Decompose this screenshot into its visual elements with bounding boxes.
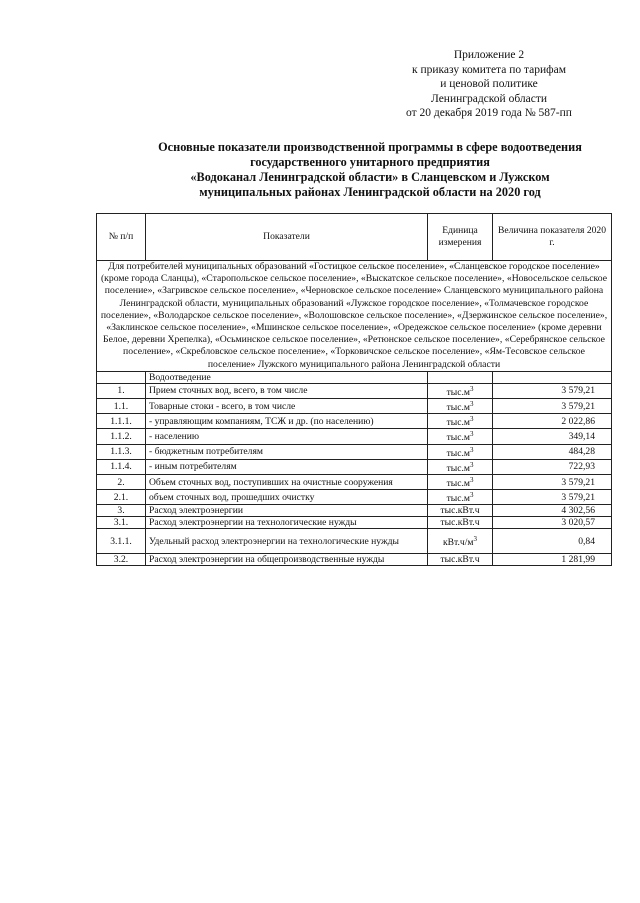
row-number: 2.1. (97, 490, 146, 505)
row-indicator: - управляющим компаниям, ТСЖ и др. (по населению) (146, 414, 428, 429)
unit-text: тыс.кВт.ч (440, 505, 480, 517)
row-value: 3 020,57 (493, 517, 612, 529)
section-unit-cell (428, 371, 493, 383)
row-number: 1.1.4. (97, 459, 146, 474)
unit-text: тыс.кВт.ч (440, 554, 480, 566)
appendix-line: Ленинградской области (430, 92, 548, 105)
row-unit (428, 529, 493, 554)
row-number: 1.1.1. (97, 414, 146, 429)
row-value: 349,14 (493, 429, 612, 444)
row-value: 2 022,86 (493, 414, 612, 429)
table-row (97, 429, 612, 444)
header-unit: Единица измерения (428, 214, 493, 261)
row-number: 3.1.1. (97, 529, 146, 554)
table-row (97, 399, 612, 414)
row-indicator: Расход электроэнергии на технологические нужды (146, 517, 428, 529)
row-number: 3. (97, 505, 146, 517)
unit-exponent: 3 (469, 384, 474, 393)
unit-exponent: 3 (469, 445, 474, 454)
table-row (97, 505, 612, 517)
unit-text: тыс.м (446, 447, 470, 459)
unit-text: тыс.кВт.ч (440, 517, 480, 529)
row-value: 484,28 (493, 444, 612, 459)
table-row (97, 490, 612, 505)
document-title (110, 140, 630, 200)
row-unit (428, 505, 493, 517)
row-indicator: Расход электроэнергии на общепроизводственные нужды (146, 554, 428, 566)
unit-text: тыс.м (446, 417, 470, 429)
row-number: 1.1.2. (97, 429, 146, 444)
title-line: Основные показатели производственной программы в сфере водоотведения (158, 140, 582, 154)
row-value: 4 302,56 (493, 505, 612, 517)
table-row (97, 517, 612, 529)
row-number: 3.2. (97, 554, 146, 566)
row-unit (428, 490, 493, 505)
row-value: 0,84 (493, 529, 612, 554)
row-value: 3 579,21 (493, 490, 612, 505)
table-row (97, 459, 612, 474)
section-value-cell (493, 371, 612, 383)
appendix-line: к приказу комитета по тарифам (412, 63, 566, 76)
indicators-table (96, 213, 612, 566)
unit-text: тыс.м (446, 462, 470, 474)
row-indicator: - иным потребителям (146, 459, 428, 474)
table-row (97, 383, 612, 398)
row-indicator: Удельный расход электроэнергии на технологические нужды (146, 529, 428, 554)
row-indicator: - населению (146, 429, 428, 444)
table-header-row (97, 214, 612, 261)
row-value: 3 579,21 (493, 383, 612, 398)
row-unit (428, 429, 493, 444)
unit-text: тыс.м (446, 478, 470, 490)
unit-exponent: 3 (469, 460, 474, 469)
unit-text: тыс.м (446, 493, 470, 505)
row-unit (428, 474, 493, 489)
unit-exponent: 3 (469, 491, 474, 500)
unit-text: тыс.м (446, 387, 470, 399)
header-num: № п/п (97, 214, 146, 261)
unit-exponent: 3 (469, 475, 474, 484)
table-row (97, 529, 612, 554)
title-line: государственного унитарного предприятия (250, 155, 490, 169)
section-num-cell (97, 371, 146, 383)
row-indicator: - бюджетным потребителям (146, 444, 428, 459)
section-row (97, 371, 612, 383)
unit-exponent: 3 (469, 400, 474, 409)
row-number: 1.1.3. (97, 444, 146, 459)
row-indicator: объем сточных вод, прошедших очистку (146, 490, 428, 505)
row-indicator: Объем сточных вод, поступивших на очистные сооружения (146, 474, 428, 489)
table-row (97, 474, 612, 489)
row-unit (428, 554, 493, 566)
header-value: Величина показателя 2020 г. (493, 214, 612, 261)
consumers-description: Для потребителей муниципальных образований «Гостицкое сельское поселение», «Сланцевское городское поселение» (кроме города Сланцы), «Старопольское сельское поселение», «Выскатское сельское поселение», «Новосельское сельское поселение», «Загривское сельское поселение», «Черновское сельское поселение» Сланцевского муниципального района Ленинградской области, муниципальных образований «Лужское городское поселение», «Толмачевское городское поселение», «Володарское сельское поселение», «Волошовское сельское поселение», «Дзержинское сельское поселение», «Заклинское сельское поселение», «Мшинское сельское поселение», «Оредежское сельское поселение» (кроме деревни Белое, деревни Хрепелка), «Осьминское сельское поселение», «Ретюнское сельское поселение», «Серебрянское сельское поселение», «Скребловское сельское поселение», «Торковичское сельское поселение», «Ям-Тесовское сельское поселение» Лужского муниципального района Ленинградской области (97, 261, 612, 372)
title-line: «Водоканал Ленинградской области» в Сланцевском и Лужском (190, 170, 550, 184)
row-unit (428, 383, 493, 398)
row-value: 3 579,21 (493, 399, 612, 414)
row-unit (428, 444, 493, 459)
row-number: 3.1. (97, 517, 146, 529)
row-unit (428, 414, 493, 429)
row-number: 1.1. (97, 399, 146, 414)
row-indicator: Товарные стоки - всего, в том числе (146, 399, 428, 414)
row-number: 2. (97, 474, 146, 489)
unit-text: тыс.м (446, 402, 470, 414)
row-value: 1 281,99 (493, 554, 612, 566)
row-value: 3 579,21 (493, 474, 612, 489)
row-unit (428, 459, 493, 474)
unit-exponent: 3 (473, 535, 477, 544)
appendix-line: и ценовой политике (440, 78, 538, 90)
row-number: 1. (97, 383, 146, 398)
appendix-line: от 20 декабря 2019 года № 587-пп (406, 107, 572, 119)
header-indicator: Показатели (146, 214, 428, 261)
row-indicator: Расход электроэнергии (146, 505, 428, 517)
row-unit (428, 517, 493, 529)
unit-exponent: 3 (469, 430, 474, 439)
row-indicator: Прием сточных вод, всего, в том числе (146, 383, 428, 398)
table-body (97, 261, 612, 566)
unit-text: кВт.ч/м (443, 537, 474, 549)
description-row (97, 261, 612, 372)
table-row (97, 554, 612, 566)
section-label: Водоотведение (146, 371, 428, 383)
table-row (97, 414, 612, 429)
row-value: 722,93 (493, 459, 612, 474)
appendix-line: Приложение 2 (453, 49, 525, 61)
title-line: муниципальных районах Ленинградской области на 2020 год (199, 185, 541, 199)
appendix-block (380, 48, 598, 121)
unit-text: тыс.м (446, 432, 470, 444)
table-row (97, 444, 612, 459)
row-unit (428, 399, 493, 414)
unit-exponent: 3 (469, 415, 474, 424)
